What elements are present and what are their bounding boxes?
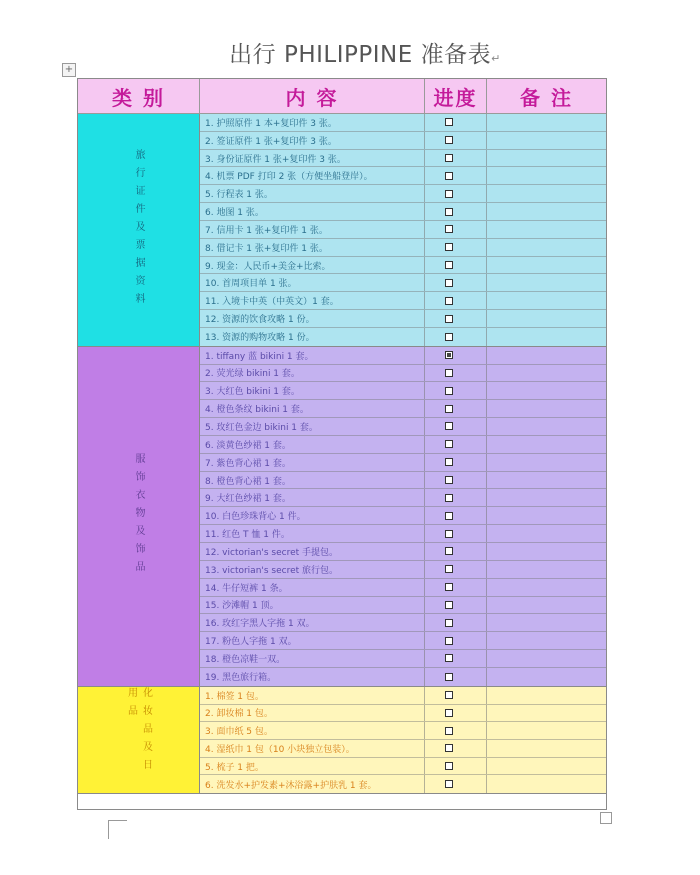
item-content[interactable]: 10. 首周项目单 1 张。	[200, 274, 425, 291]
progress-checkbox[interactable]	[445, 118, 453, 126]
table-row	[200, 400, 606, 418]
header-progress: 进度	[425, 79, 487, 113]
table-row	[200, 203, 606, 221]
progress-cell	[425, 472, 487, 489]
note-cell[interactable]	[487, 722, 606, 739]
table-resize-handle[interactable]	[600, 812, 612, 824]
progress-checkbox[interactable]	[445, 654, 453, 662]
item-content[interactable]: 14. 牛仔短裤 1 条。	[200, 579, 425, 596]
table-body	[78, 114, 606, 794]
note-cell[interactable]	[487, 328, 606, 346]
note-cell[interactable]	[487, 472, 606, 489]
note-cell[interactable]	[487, 597, 606, 614]
table-row	[200, 525, 606, 543]
table-row	[200, 454, 606, 472]
paragraph-mark-icon: ↵	[491, 52, 501, 65]
progress-cell	[425, 132, 487, 149]
progress-checkbox[interactable]	[445, 780, 453, 788]
progress-cell	[425, 632, 487, 649]
progress-cell	[425, 328, 487, 346]
progress-checkbox[interactable]	[445, 744, 453, 752]
category-cell	[78, 347, 200, 686]
progress-checkbox[interactable]	[445, 261, 453, 269]
progress-cell	[425, 185, 487, 202]
progress-cell	[425, 597, 487, 614]
note-cell[interactable]	[487, 632, 606, 649]
table-move-handle-icon[interactable]: +	[62, 63, 76, 77]
progress-cell	[425, 579, 487, 596]
progress-checkbox[interactable]	[445, 494, 453, 502]
note-cell[interactable]	[487, 239, 606, 256]
progress-cell	[425, 507, 487, 524]
table-row	[200, 705, 606, 723]
progress-checkbox[interactable]	[445, 422, 453, 430]
item-rows	[200, 114, 606, 346]
item-content[interactable]: 8. 借记卡 1 张+复印件 1 张。	[200, 239, 425, 256]
note-cell[interactable]	[487, 221, 606, 238]
table-row	[200, 221, 606, 239]
progress-cell	[425, 722, 487, 739]
item-content[interactable]: 12. victorian's secret 手提包。	[200, 543, 425, 560]
progress-checkbox[interactable]	[445, 208, 453, 216]
progress-checkbox[interactable]	[445, 691, 453, 699]
progress-checkbox[interactable]	[445, 440, 453, 448]
progress-checkbox[interactable]	[445, 405, 453, 413]
progress-checkbox[interactable]	[445, 387, 453, 395]
progress-cell	[425, 489, 487, 506]
progress-checkbox[interactable]	[445, 601, 453, 609]
progress-checkbox[interactable]	[445, 727, 453, 735]
progress-cell	[425, 365, 487, 382]
table-row	[200, 114, 606, 132]
table-row	[200, 382, 606, 400]
progress-cell	[425, 292, 487, 309]
progress-checkbox[interactable]	[445, 190, 453, 198]
item-content[interactable]: 12. 资源的饮食攻略 1 份。	[200, 310, 425, 327]
progress-cell	[425, 436, 487, 453]
page-title: 出行 PHILIPPINE 准备表↵	[229, 42, 501, 68]
note-cell[interactable]	[487, 167, 606, 184]
item-content[interactable]: 6. 淡黄色纱裙 1 套。	[200, 436, 425, 453]
section-3	[78, 687, 606, 794]
progress-cell	[425, 382, 487, 399]
progress-cell	[425, 561, 487, 578]
progress-checkbox[interactable]	[445, 369, 453, 377]
table-row	[200, 543, 606, 561]
item-content[interactable]: 6. 洗发水+护发素+沐浴露+护肤乳 1 套。	[200, 775, 425, 793]
note-cell[interactable]	[487, 561, 606, 578]
item-content[interactable]: 4. 湿纸巾 1 包（10 小块独立包装）。	[200, 740, 425, 757]
note-cell[interactable]	[487, 132, 606, 149]
table-row	[200, 650, 606, 668]
item-content[interactable]: 11. 入境卡中英（中英文）1 套。	[200, 292, 425, 309]
table-row	[200, 239, 606, 257]
note-cell[interactable]	[487, 687, 606, 704]
progress-checkbox[interactable]	[445, 565, 453, 573]
progress-checkbox[interactable]	[445, 709, 453, 717]
table-row	[200, 722, 606, 740]
note-cell[interactable]	[487, 365, 606, 382]
item-content[interactable]: 13. 资源的购物攻略 1 份。	[200, 328, 425, 346]
table-row	[200, 310, 606, 328]
table-row	[200, 775, 606, 793]
note-cell[interactable]	[487, 650, 606, 667]
progress-checkbox[interactable]	[445, 673, 453, 681]
table-row	[200, 167, 606, 185]
progress-checkbox[interactable]	[445, 297, 453, 305]
table-row	[200, 507, 606, 525]
note-cell[interactable]	[487, 758, 606, 775]
progress-checkbox[interactable]	[445, 351, 453, 359]
page-corner-mark	[108, 820, 127, 839]
table-row	[200, 257, 606, 275]
progress-checkbox[interactable]	[445, 172, 453, 180]
progress-cell	[425, 543, 487, 560]
item-content[interactable]: 7. 紫色背心裙 1 套。	[200, 454, 425, 471]
table-row	[200, 632, 606, 650]
preparation-table	[77, 78, 607, 810]
note-cell[interactable]	[487, 507, 606, 524]
progress-checkbox[interactable]	[445, 476, 453, 484]
item-content[interactable]: 4. 橙色条纹 bikini 1 套。	[200, 400, 425, 417]
table-row	[200, 489, 606, 507]
table-row	[200, 185, 606, 203]
item-content[interactable]: 16. 玫红字黑人字拖 1 双。	[200, 614, 425, 631]
item-content[interactable]: 15. 沙滩帽 1 顶。	[200, 597, 425, 614]
progress-cell	[425, 347, 487, 364]
progress-cell	[425, 525, 487, 542]
table-row	[200, 668, 606, 686]
progress-cell	[425, 150, 487, 167]
note-cell[interactable]	[487, 274, 606, 291]
note-cell[interactable]	[487, 740, 606, 757]
progress-cell	[425, 274, 487, 291]
note-cell[interactable]	[487, 257, 606, 274]
table-row	[200, 347, 606, 365]
table-row	[200, 436, 606, 454]
progress-checkbox[interactable]	[445, 547, 453, 555]
note-cell[interactable]	[487, 775, 606, 793]
table-header	[78, 79, 606, 114]
note-cell[interactable]	[487, 150, 606, 167]
category-label: 化妆品及日用品	[125, 686, 152, 777]
header-content: 内 容	[200, 79, 425, 113]
note-cell[interactable]	[487, 203, 606, 220]
item-content[interactable]: 1. tiffany 蓝 bikini 1 套。	[200, 347, 425, 364]
note-cell[interactable]	[487, 668, 606, 686]
item-content[interactable]: 17. 粉色人字拖 1 双。	[200, 632, 425, 649]
progress-cell	[425, 167, 487, 184]
item-rows	[200, 687, 606, 793]
progress-checkbox[interactable]	[445, 583, 453, 591]
progress-checkbox[interactable]	[445, 225, 453, 233]
item-content[interactable]: 2. 签证原件 1 张+复印件 3 张。	[200, 132, 425, 149]
item-content[interactable]: 4. 机票 PDF 打印 2 张（方便坐船登岸）。	[200, 167, 425, 184]
progress-cell	[425, 418, 487, 435]
item-content[interactable]: 3. 面巾纸 5 包。	[200, 722, 425, 739]
note-cell[interactable]	[487, 185, 606, 202]
item-content[interactable]: 9. 大红色纱裙 1 套。	[200, 489, 425, 506]
progress-checkbox[interactable]	[445, 530, 453, 538]
header-note: 备 注	[520, 85, 573, 110]
item-rows	[200, 347, 606, 686]
progress-cell	[425, 239, 487, 256]
table-row	[200, 687, 606, 705]
progress-cell	[425, 668, 487, 686]
table-row	[200, 614, 606, 632]
note-cell[interactable]	[487, 436, 606, 453]
progress-checkbox[interactable]	[445, 512, 453, 520]
progress-cell	[425, 310, 487, 327]
table-row	[200, 365, 606, 383]
note-cell[interactable]	[487, 400, 606, 417]
note-cell[interactable]	[487, 114, 606, 131]
item-content[interactable]: 7. 信用卡 1 张+复印件 1 张。	[200, 221, 425, 238]
table-row	[200, 132, 606, 150]
item-content[interactable]: 2. 卸妆棉 1 包。	[200, 705, 425, 722]
progress-cell	[425, 454, 487, 471]
item-content[interactable]: 10. 白色珍珠背心 1 件。	[200, 507, 425, 524]
item-content[interactable]: 5. 行程表 1 张。	[200, 185, 425, 202]
item-content[interactable]: 1. 棉签 1 包。	[200, 687, 425, 704]
progress-checkbox[interactable]	[445, 762, 453, 770]
item-content[interactable]: 5. 玫红色金边 bikini 1 套。	[200, 418, 425, 435]
progress-cell	[425, 114, 487, 131]
progress-checkbox[interactable]	[445, 637, 453, 645]
progress-checkbox[interactable]	[445, 619, 453, 627]
table-row	[200, 472, 606, 490]
section-2	[78, 347, 606, 687]
note-cell[interactable]	[487, 614, 606, 631]
item-content[interactable]: 3. 大红色 bikini 1 套。	[200, 382, 425, 399]
note-cell[interactable]	[487, 292, 606, 309]
progress-cell	[425, 614, 487, 631]
progress-cell	[425, 705, 487, 722]
table-row	[200, 292, 606, 310]
note-cell[interactable]	[487, 454, 606, 471]
progress-cell	[425, 257, 487, 274]
note-cell[interactable]	[487, 525, 606, 542]
progress-checkbox[interactable]	[445, 154, 453, 162]
progress-cell	[425, 775, 487, 793]
progress-cell	[425, 400, 487, 417]
item-content[interactable]: 19. 黑色旅行箱。	[200, 668, 425, 686]
progress-checkbox[interactable]	[445, 333, 453, 341]
table-row	[200, 418, 606, 436]
category-label: 服饰衣物及饰品	[133, 453, 144, 580]
item-content[interactable]: 3. 身份证原件 1 张+复印件 3 张。	[200, 150, 425, 167]
table-row	[200, 561, 606, 579]
header-category: 类 别	[78, 79, 200, 113]
item-content[interactable]: 13. victorian's secret 旅行包。	[200, 561, 425, 578]
note-cell[interactable]	[487, 579, 606, 596]
note-cell[interactable]	[487, 543, 606, 560]
item-content[interactable]: 18. 橙色凉鞋一双。	[200, 650, 425, 667]
progress-cell	[425, 740, 487, 757]
item-content[interactable]: 8. 橙色背心裙 1 套。	[200, 472, 425, 489]
item-content[interactable]: 6. 地图 1 张。	[200, 203, 425, 220]
note-cell[interactable]	[487, 382, 606, 399]
table-row	[200, 579, 606, 597]
note-cell[interactable]	[487, 489, 606, 506]
progress-checkbox[interactable]	[445, 243, 453, 251]
progress-checkbox[interactable]	[445, 279, 453, 287]
table-row	[200, 597, 606, 615]
section-1	[78, 114, 606, 347]
item-content[interactable]: 9. 现金：人民币+美金+比索。	[200, 257, 425, 274]
note-cell[interactable]	[487, 310, 606, 327]
table-row	[200, 758, 606, 776]
table-row	[200, 274, 606, 292]
progress-cell	[425, 687, 487, 704]
table-row	[200, 150, 606, 168]
progress-cell	[425, 203, 487, 220]
progress-checkbox[interactable]	[445, 458, 453, 466]
progress-checkbox[interactable]	[445, 136, 453, 144]
category-label: 旅行证件及票据资料	[133, 148, 144, 311]
item-content[interactable]: 2. 荧光绿 bikini 1 套。	[200, 365, 425, 382]
item-content[interactable]: 11. 红色 T 恤 1 件。	[200, 525, 425, 542]
progress-cell	[425, 650, 487, 667]
category-cell	[78, 687, 200, 793]
table-row	[200, 328, 606, 346]
note-cell[interactable]	[487, 705, 606, 722]
item-content[interactable]: 5. 梳子 1 把。	[200, 758, 425, 775]
progress-cell	[425, 221, 487, 238]
progress-checkbox[interactable]	[445, 315, 453, 323]
progress-cell	[425, 758, 487, 775]
note-cell[interactable]	[487, 418, 606, 435]
note-cell[interactable]	[487, 347, 606, 364]
table-row	[200, 740, 606, 758]
category-cell	[78, 114, 200, 346]
item-content[interactable]: 1. 护照原件 1 本+复印件 3 张。	[200, 114, 425, 131]
